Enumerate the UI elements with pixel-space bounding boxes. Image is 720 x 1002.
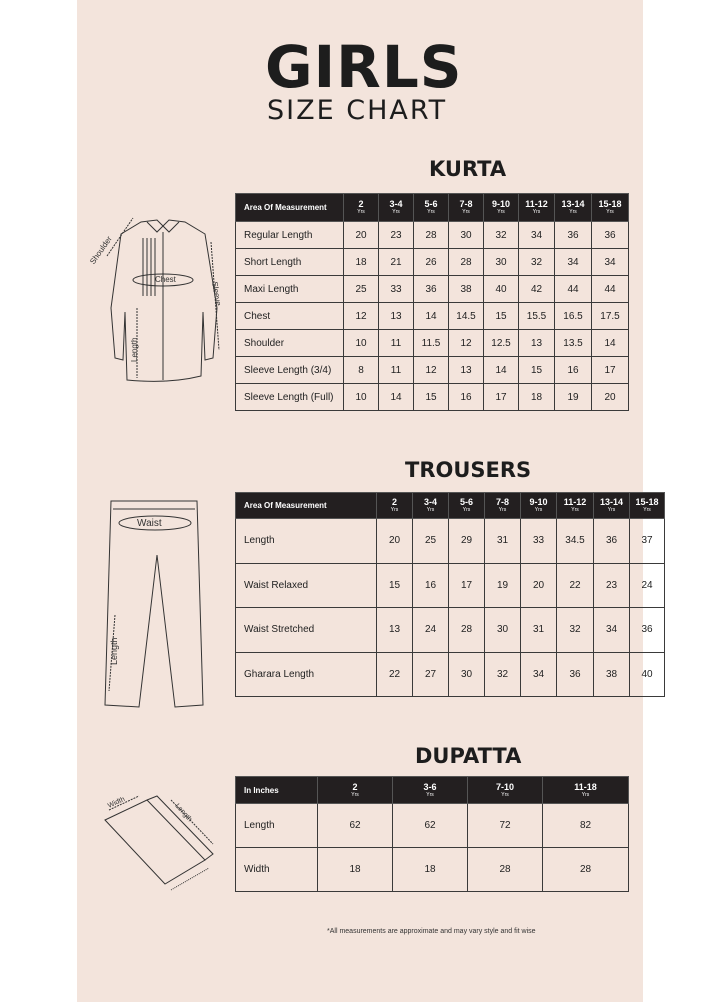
table-row (236, 563, 665, 608)
table-cell: 72 (468, 804, 543, 848)
row-label: Length (236, 519, 377, 564)
table-cell: 20 (592, 384, 629, 411)
table-cell: 36 (555, 222, 592, 249)
table-cell: 15 (484, 303, 519, 330)
row-label: Maxi Length (236, 276, 344, 303)
table-cell: 18 (318, 848, 393, 892)
kurta-chest-label: Chest (155, 275, 176, 284)
kurta-section-title: KURTA (429, 157, 507, 181)
table-cell: 36 (414, 276, 449, 303)
yrs-label: Yrs (497, 209, 505, 215)
table-cell: 30 (485, 608, 521, 653)
size-label: 7-8 (495, 497, 509, 507)
table-cell: 23 (594, 563, 630, 608)
size-header (592, 194, 629, 222)
table-cell: 34 (592, 249, 629, 276)
trousers-waist-label: Waist (137, 518, 162, 529)
row-label: Waist Stretched (236, 608, 377, 653)
table-row (236, 303, 629, 330)
trousers-length-label: Length (109, 637, 119, 665)
size-header (630, 493, 665, 519)
table-cell: 16 (413, 563, 449, 608)
table-cell: 17 (484, 384, 519, 411)
table-cell: 33 (379, 276, 414, 303)
table-row (236, 608, 665, 653)
row-label: Gharara Length (236, 652, 377, 697)
kurta-header-row (236, 194, 629, 222)
table-cell: 12.5 (484, 330, 519, 357)
trousers-illustration (101, 495, 231, 715)
row-label: Width (236, 848, 318, 892)
table-cell: 14 (592, 330, 629, 357)
size-header (521, 493, 557, 519)
size-label: 11-18 (574, 781, 597, 792)
table-cell: 30 (449, 222, 484, 249)
trousers-section-title: TROUSERS (405, 458, 532, 482)
size-header (484, 194, 519, 222)
size-label: 9-10 (491, 199, 510, 209)
trousers-table-body (236, 519, 665, 697)
table-cell: 12 (414, 357, 449, 384)
size-label: 7-8 (459, 199, 473, 209)
table-cell: 16 (555, 357, 592, 384)
size-label: 2 (391, 497, 397, 507)
size-label: 2 (352, 781, 358, 792)
table-cell: 13 (449, 357, 484, 384)
size-label: 13-14 (561, 199, 585, 209)
table-cell: 15 (377, 563, 413, 608)
table-row (236, 330, 629, 357)
table-cell: 34 (594, 608, 630, 653)
size-label: 3-4 (423, 497, 437, 507)
table-cell: 15 (414, 384, 449, 411)
table-cell: 14 (484, 357, 519, 384)
table-cell: 36 (592, 222, 629, 249)
table-cell: 28 (449, 608, 485, 653)
yrs-label: Yrs (426, 791, 434, 798)
yrs-label: Yrs (351, 791, 359, 798)
yrs-label: Yrs (390, 507, 399, 513)
yrs-label: Yrs (357, 209, 365, 215)
row-label: Regular Length (236, 222, 344, 249)
table-cell: 36 (630, 608, 665, 653)
table-cell: 15 (519, 357, 555, 384)
kurta-illustration (79, 212, 229, 392)
table-cell: 28 (449, 249, 484, 276)
row-label: Shoulder (236, 330, 344, 357)
area-header: Area Of Measurement (236, 194, 344, 222)
size-header (557, 493, 594, 519)
dupatta-table-body (236, 804, 629, 892)
yrs-label: Yrs (498, 507, 507, 513)
table-cell: 36 (594, 519, 630, 564)
table-cell: 18 (519, 384, 555, 411)
size-label: 5-6 (424, 199, 438, 209)
yrs-label: Yrs (462, 507, 471, 513)
size-label: 7-10 (495, 781, 514, 792)
table-row (236, 519, 665, 564)
dupatta-length-label: Length (173, 802, 194, 824)
table-cell: 38 (594, 652, 630, 697)
dupatta-illustration (95, 780, 245, 900)
table-cell: 25 (413, 519, 449, 564)
table-cell: 28 (468, 848, 543, 892)
dupatta-header-row (236, 777, 629, 804)
table-cell: 36 (557, 652, 594, 697)
table-cell: 62 (393, 804, 468, 848)
table-cell: 25 (344, 276, 379, 303)
area-header: Area Of Measurement (236, 493, 377, 519)
table-cell: 22 (557, 563, 594, 608)
yrs-label: Yrs (607, 507, 616, 513)
table-cell: 16.5 (555, 303, 592, 330)
size-header (555, 194, 592, 222)
table-cell: 12 (449, 330, 484, 357)
table-cell: 13.5 (555, 330, 592, 357)
table-cell: 11 (379, 357, 414, 384)
table-row (236, 804, 629, 848)
table-cell: 31 (485, 519, 521, 564)
table-cell: 42 (519, 276, 555, 303)
table-cell: 18 (393, 848, 468, 892)
table-row (236, 276, 629, 303)
table-cell: 27 (413, 652, 449, 697)
dupatta-width-label: Width (106, 795, 127, 810)
size-header (594, 493, 630, 519)
trousers-size-table (235, 492, 665, 697)
size-header (449, 194, 484, 222)
size-label: 11-12 (525, 199, 548, 209)
size-header (377, 493, 413, 519)
row-label: Chest (236, 303, 344, 330)
table-cell: 14 (414, 303, 449, 330)
table-cell: 37 (630, 519, 665, 564)
table-cell: 17 (449, 563, 485, 608)
table-cell: 13 (377, 608, 413, 653)
table-cell: 40 (630, 652, 665, 697)
yrs-label: Yrs (581, 791, 590, 798)
size-header (318, 777, 393, 804)
table-cell: 10 (344, 330, 379, 357)
table-cell: 34 (555, 249, 592, 276)
table-cell: 8 (344, 357, 379, 384)
table-cell: 14 (379, 384, 414, 411)
yrs-label: Yrs (643, 507, 651, 513)
table-cell: 32 (519, 249, 555, 276)
table-cell: 40 (484, 276, 519, 303)
row-label: Short Length (236, 249, 344, 276)
table-cell: 20 (521, 563, 557, 608)
size-header (379, 194, 414, 222)
size-header (543, 777, 629, 804)
page-title: GIRLS (265, 33, 463, 101)
page-subtitle: SIZE CHART (267, 95, 448, 126)
table-cell: 30 (449, 652, 485, 697)
table-cell: 29 (449, 519, 485, 564)
table-cell: 62 (318, 804, 393, 848)
size-header (393, 777, 468, 804)
footnote: *All measurements are approximate and may vary style and fit wise (327, 928, 536, 935)
kurta-sleeve-label: Sleeve (209, 280, 224, 307)
table-cell: 24 (630, 563, 665, 608)
table-cell: 11 (379, 330, 414, 357)
table-cell: 16 (449, 384, 484, 411)
table-cell: 23 (379, 222, 414, 249)
table-cell: 44 (555, 276, 592, 303)
yrs-label: Yrs (392, 209, 400, 215)
table-cell: 14.5 (449, 303, 484, 330)
table-cell: 82 (543, 804, 629, 848)
size-label: 3-6 (423, 781, 437, 792)
table-cell: 28 (543, 848, 629, 892)
yrs-label: Yrs (571, 507, 579, 513)
size-label: 15-18 (598, 199, 622, 209)
table-cell: 13 (379, 303, 414, 330)
dupatta-size-table (235, 776, 629, 892)
size-label: 11-12 (563, 497, 587, 507)
table-cell: 34.5 (557, 519, 594, 564)
table-cell: 22 (377, 652, 413, 697)
table-cell: 32 (484, 222, 519, 249)
size-header (468, 777, 543, 804)
size-label: 3-4 (389, 199, 403, 209)
table-cell: 32 (485, 652, 521, 697)
yrs-label: Yrs (501, 791, 509, 798)
kurta-table-body (236, 222, 629, 411)
table-cell: 32 (557, 608, 594, 653)
table-cell: 34 (519, 222, 555, 249)
size-label: 15-18 (635, 497, 659, 507)
size-header (449, 493, 485, 519)
trousers-header-row (236, 493, 665, 519)
row-label: Sleeve Length (Full) (236, 384, 344, 411)
yrs-label: Yrs (532, 209, 541, 215)
table-cell: 33 (521, 519, 557, 564)
yrs-label: Yrs (426, 507, 435, 513)
yrs-label: Yrs (462, 209, 470, 215)
table-cell: 26 (414, 249, 449, 276)
table-row (236, 357, 629, 384)
table-cell: 44 (592, 276, 629, 303)
table-cell: 30 (484, 249, 519, 276)
size-label: 9-10 (529, 497, 548, 507)
size-label: 2 (358, 199, 364, 209)
size-header (519, 194, 555, 222)
yrs-label: Yrs (427, 209, 435, 215)
yrs-label: Yrs (606, 209, 614, 215)
kurta-length-label: Length (130, 337, 139, 362)
kurta-shoulder-label: Shoulder (88, 234, 114, 266)
size-header (414, 194, 449, 222)
table-cell: 15.5 (519, 303, 555, 330)
table-cell: 19 (555, 384, 592, 411)
row-label: Length (236, 804, 318, 848)
table-cell: 28 (414, 222, 449, 249)
table-cell: 17 (592, 357, 629, 384)
table-row (236, 222, 629, 249)
size-label: 13-14 (599, 497, 624, 507)
table-cell: 18 (344, 249, 379, 276)
size-header (485, 493, 521, 519)
size-header (344, 194, 379, 222)
table-cell: 21 (379, 249, 414, 276)
table-cell: 20 (344, 222, 379, 249)
table-row (236, 652, 665, 697)
table-cell: 12 (344, 303, 379, 330)
table-row (236, 848, 629, 892)
table-cell: 34 (521, 652, 557, 697)
size-chart-page (77, 0, 659, 1002)
size-header (413, 493, 449, 519)
table-cell: 31 (521, 608, 557, 653)
table-cell: 11.5 (414, 330, 449, 357)
table-cell: 20 (377, 519, 413, 564)
table-cell: 10 (344, 384, 379, 411)
row-label: Waist Relaxed (236, 563, 377, 608)
table-cell: 38 (449, 276, 484, 303)
dupatta-section-title: DUPATTA (415, 744, 522, 768)
table-cell: 24 (413, 608, 449, 653)
table-cell: 13 (519, 330, 555, 357)
table-row (236, 249, 629, 276)
yrs-label: Yrs (534, 507, 543, 513)
kurta-size-table (235, 193, 629, 411)
table-cell: 19 (485, 563, 521, 608)
yrs-label: Yrs (569, 209, 577, 215)
size-label: 5-6 (459, 497, 473, 507)
table-cell: 17.5 (592, 303, 629, 330)
table-row (236, 384, 629, 411)
area-header: In Inches (236, 777, 318, 804)
row-label: Sleeve Length (3/4) (236, 357, 344, 384)
